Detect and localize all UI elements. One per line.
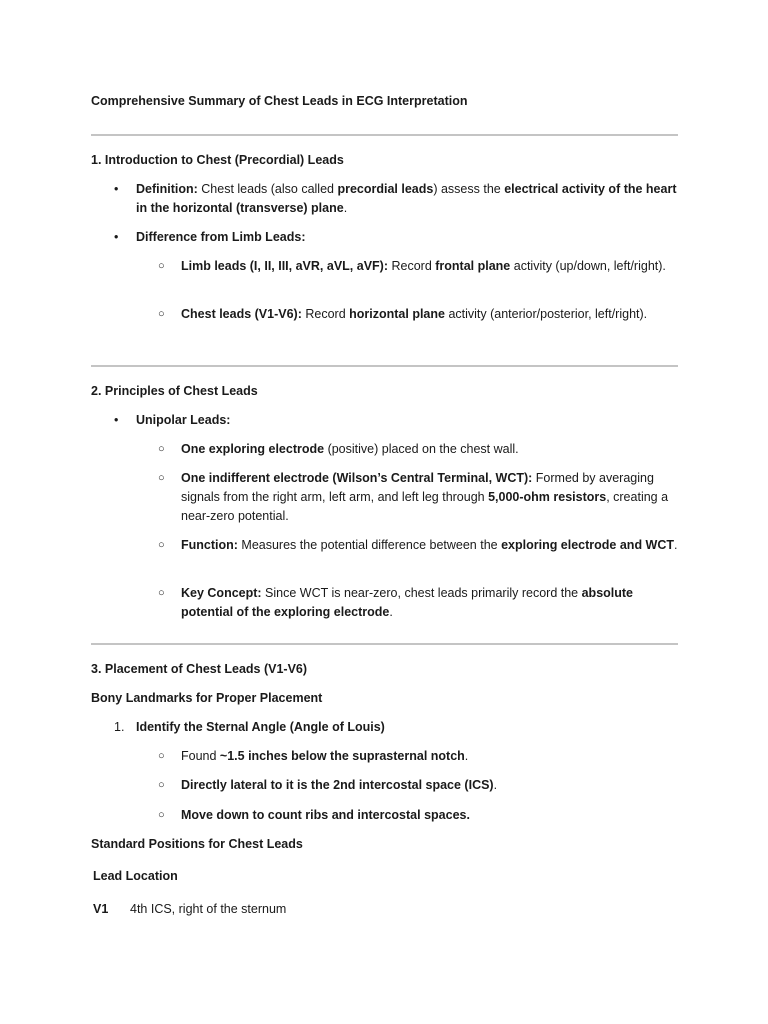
unipolar-label: Unipolar Leads: [136,413,231,427]
text: Formed by averaging signals from the right arm, left arm, and left leg through [181,471,654,504]
bullet-disc: • [114,413,119,427]
section-divider [91,365,678,367]
bold-text: exploring electrode and WCT [501,538,675,552]
text: activity (up/down, left/right). [510,259,666,273]
numbered-step-item [114,718,678,737]
section-divider [91,643,678,645]
bold-text: 5,000-ohm resistors [488,490,607,504]
text: . [389,605,393,619]
location-cell: 4th ICS, right of the sternum [130,902,287,916]
function-item [158,536,679,555]
key-concept-item [158,584,679,622]
definition-label: Definition: [136,182,198,196]
text: Chest leads (also called [197,182,338,196]
text: Record [301,307,350,321]
bold-text: horizontal plane [349,307,445,321]
bold-text: frontal plane [435,259,511,273]
text: . [674,538,678,552]
limb-leads-label: Limb leads (I, II, III, aVR, aVL, aVF): [181,259,388,273]
section-3-heading: 3. Placement of Chest Leads (V1-V6) [91,662,308,676]
bullet-circle: ○ [158,539,165,551]
bold-text: precordial leads [337,182,434,196]
lateral-item [158,776,679,795]
text: . [343,201,348,215]
exploring-electrode-item [158,440,679,459]
bullet-circle: ○ [158,587,165,599]
bullet-circle: ○ [158,260,165,272]
bold-text: Directly lateral to it is the 2nd intercostal space (ICS) [181,778,494,792]
unipolar-item [114,411,678,430]
text: , creating a near-zero potential. [181,490,669,523]
bold-text: Key Concept: [181,586,262,600]
indifferent-electrode-item [158,469,679,526]
bullet-disc: • [114,230,119,244]
section-2-heading: 2. Principles of Chest Leads [91,384,258,398]
table-header: Lead Location [93,869,178,883]
difference-item [114,228,678,247]
definition-item [114,180,678,218]
bold-text: Function: [181,538,238,552]
text: Since WCT is near-zero, chest leads primarily record the [261,586,582,600]
bullet-circle: ○ [158,443,165,455]
bold-text: ~1.5 inches below the suprasternal notch [219,749,465,763]
bullet-circle: ○ [158,308,165,320]
document-title: Comprehensive Summary of Chest Leads in ECG Interpretation [91,94,468,108]
bold-text: electrical activity of the heart in the horizontal (transverse) plane [136,182,677,215]
text: activity (anterior/posterior, left/right). [444,307,648,321]
chest-leads-label: Chest leads (V1-V6): [181,307,302,321]
text: ) assess the [433,182,505,196]
lead-cell: V1 [93,902,109,916]
bold-text: One exploring electrode [181,442,325,456]
limb-leads-item [158,257,679,276]
bullet-disc: • [114,182,119,196]
step-number: 1. [114,720,125,734]
difference-label: Difference from Limb Leads: [136,230,306,244]
text: . [493,778,498,792]
bold-text: Move down to count ribs and intercostal spaces. [181,808,470,822]
text: Found [181,749,220,763]
bullet-circle: ○ [158,779,165,791]
text: Record [388,259,436,273]
bold-text: absolute potential of the exploring electrode [181,586,634,619]
section-1-heading: 1. Introduction to Chest (Precordial) Leads [91,153,344,167]
chest-leads-item [158,305,679,324]
bullet-circle: ○ [158,809,165,821]
step-label: Identify the Sternal Angle (Angle of Louis) [136,720,385,734]
move-down-item [158,806,679,825]
text: (positive) placed on the chest wall. [324,442,519,456]
bullet-circle: ○ [158,750,165,762]
bony-landmarks-subheading: Bony Landmarks for Proper Placement [91,691,323,705]
text: . [464,749,469,763]
bullet-circle: ○ [158,472,165,484]
standard-positions-heading: Standard Positions for Chest Leads [91,837,303,851]
text: Measures the potential difference between the [237,538,502,552]
section-divider [91,134,678,136]
found-item [158,747,679,766]
bold-text: One indifferent electrode (Wilson’s Central Terminal, WCT): [181,471,533,485]
